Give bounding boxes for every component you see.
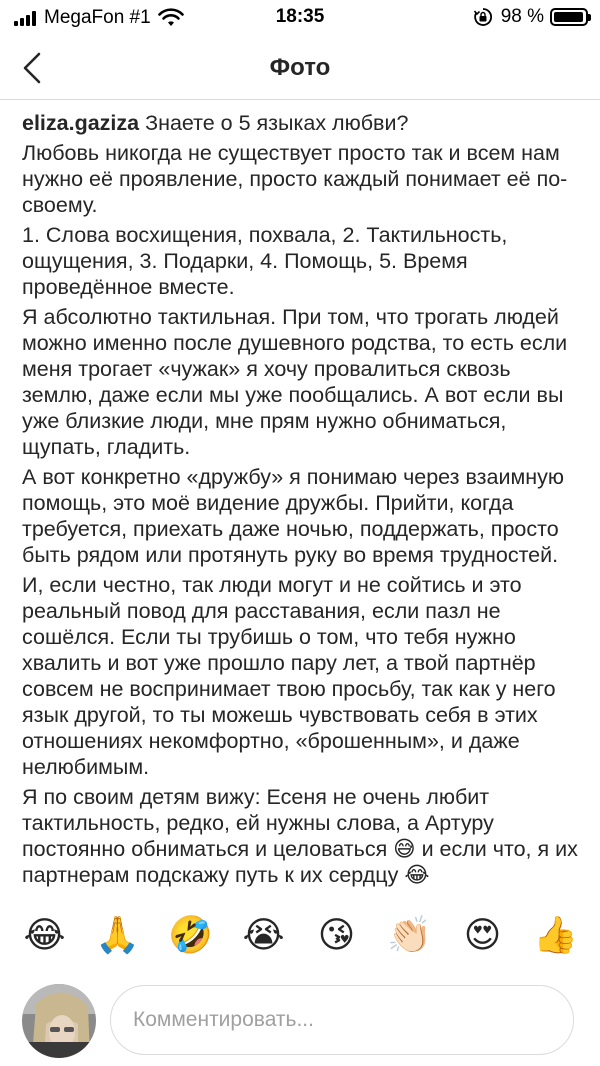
caption-paragraph: Я абсолютно тактильная. При том, что трогать людей можно именно после душевного родства, то есть если меня трогает «чужак» я хочу провалиться сквозь землю, даже если мы уже пообщались. А вот если вы уже близкие люди, мне прям нужно обниматься, щупать, гладить. <box>22 305 568 459</box>
username-link[interactable]: eliza.gaziza <box>22 111 140 135</box>
caption-paragraph: И, если честно, так люди могут и не сойтись и это реальный повод для расставания, если пазл не сошёлся. Если ты трубишь о том, что тебя нужно хвалить и вот уже прошло пару лет, а твой партнёр совсем не воспринимает твою просьбу, так как у него язык другой, то ты можешь чувствовать себя в этих отношениях некомфортно, «брошенным», и даже нелюбимым. <box>22 573 556 779</box>
avatar <box>22 984 96 1058</box>
caption-header <box>22 110 582 136</box>
status-right <box>473 6 588 28</box>
post-caption <box>22 110 582 892</box>
emoji-thumbs-up-button[interactable]: 👍 <box>533 914 578 955</box>
battery-fill <box>554 12 583 22</box>
emoji-kiss-button[interactable]: 😘 <box>317 914 356 955</box>
caption-paragraph: Любовь никогда не существует просто так и всем нам нужно её проявление, просто каждый понимает её по-своему. <box>22 141 568 217</box>
battery-icon <box>550 8 588 26</box>
caption-first-line: Знаете о 5 языках любви? <box>139 111 409 135</box>
caption-paragraph: 1. Слова восхищения, похвала, 2. Тактильность, ощущения, 3. Подарки, 4. Помощь, 5. Время проведённое вместе. <box>22 223 508 299</box>
nav-bar <box>0 36 600 100</box>
comment-composer <box>0 982 600 1062</box>
status-time: 18:35 <box>275 6 325 27</box>
caption-paragraph: А вот конкретно «дружбу» я понимаю через взаимную помощь, это моё видение дружбы. Прийти, когда требуется, приехать даже ночью, поддержать, просто быть рядом или протянуть руку во время трудностей. <box>22 465 565 567</box>
emoji-clap-button[interactable]: 👏🏻 <box>387 914 432 955</box>
comment-input[interactable] <box>110 985 574 1055</box>
emoji-pray-button[interactable]: 🙏 <box>95 914 140 955</box>
emoji-joy-button[interactable]: 😂 <box>23 914 66 955</box>
rotation-lock-icon <box>473 7 493 27</box>
emoji-sob-button[interactable]: 😭 <box>242 914 285 955</box>
emoji-heart-eyes-button[interactable]: 😍 <box>463 914 502 955</box>
caption-paragraph: Я по своим детям вижу: Есеня не очень любит тактильность, редко, ей нужны слова, а Артуру постоянно обниматься и целоваться 😅 и если что, я их партнерам подскажу путь к их сердцу 😂 <box>22 785 578 887</box>
status-bar <box>0 0 600 36</box>
user-avatar-icon <box>22 984 96 1058</box>
page-title: Фото <box>269 54 331 81</box>
carrier-name: MegaFon #1 <box>44 7 151 28</box>
battery-percent: 98 % <box>500 6 544 27</box>
emoji-rofl-button[interactable]: 🤣 <box>168 914 213 955</box>
emoji-reaction-bar <box>0 900 600 970</box>
